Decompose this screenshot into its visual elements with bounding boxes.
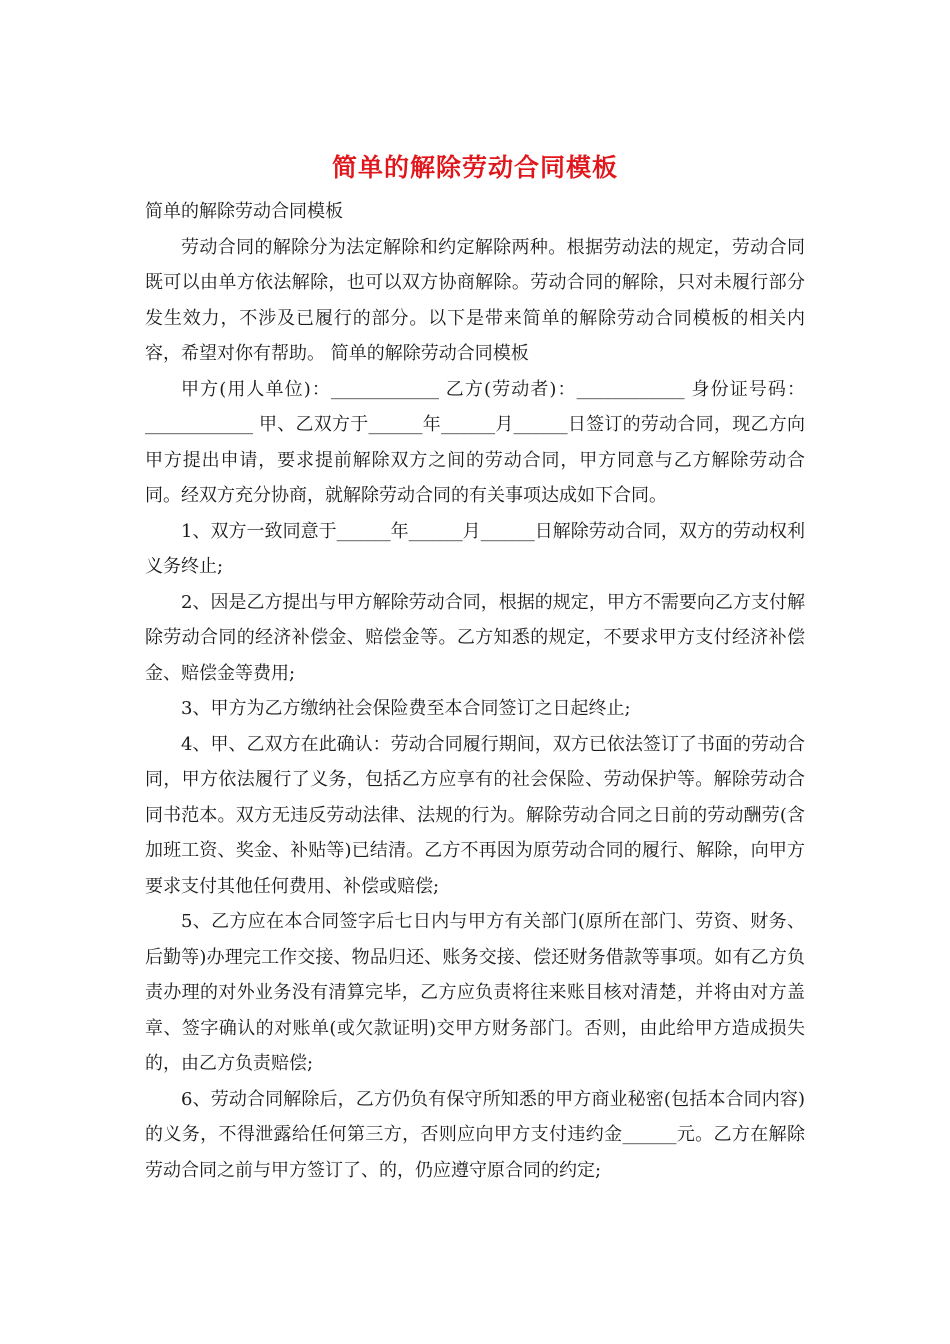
paragraph-clause-3: 3、甲方为乙方缴纳社会保险费至本合同签订之日起终止; xyxy=(181,698,631,719)
paragraph-clause-2: 2、因是乙方提出与甲方解除劳动合同，根据的规定，甲方不需要向乙方支付解除劳动合同的经济补偿金、赔偿金等。乙方知悉的规定，不要求甲方支付经济补偿金、赔偿金等费用; xyxy=(145,591,805,684)
document-title: 简单的解除劳动合同模板 xyxy=(331,153,618,182)
paragraph-clause-4: 4、甲、乙双方在此确认：劳动合同履行期间，双方已依法签订了书面的劳动合同，甲方依法履行了义务，包括乙方应享有的社会保险、劳动保护等。解除劳动合同书范本。双方无违反劳动法律、法规的行为。解除劳动合同之日前的劳动酬劳(含加班工资、奖金、补贴等)已结清。乙方不再因为原劳动合同的履行、解除，向甲方要求支付其他任何费用、补偿或赔偿; xyxy=(145,733,805,897)
paragraph-parties: 甲方(用人单位)：____________ 乙方(劳动者)：____________ 身份证号码：____________ 甲、乙双方于______年______月______日签订的劳动合同，现乙方向甲方提出申请，要求提前解除双方之间的劳动合同，甲方同意与乙方解除劳动合同。经双方充分协商，就解除劳动合同的有关事项达成如下合同。 xyxy=(145,378,805,506)
paragraph-clause-5: 5、乙方应在本合同签字后七日内与甲方有关部门(原所在部门、劳资、财务、后勤等)办理完工作交接、物品归还、账务交接、偿还财务借款等事项。如有乙方负责办理的对外业务没有清算完毕，乙方应负责将往来账目核对清楚，并将由对方盖章、签字确认的对账单(或欠款证明)交甲方财务部门。否则，由此给甲方造成损失的，由乙方负责赔偿; xyxy=(145,911,805,1074)
document-body xyxy=(145,194,805,1188)
document-subtitle: 简单的解除劳动合同模板 xyxy=(145,201,343,222)
paragraph-clause-1: 1、双方一致同意于______年______月______日解除劳动合同，双方的劳动权利义务终止; xyxy=(145,520,805,577)
paragraph-clause-6: 6、劳动合同解除后，乙方仍负有保守所知悉的甲方商业秘密(包括本合同内容)的义务，不得泄露给任何第三方，否则应向甲方支付违约金______元。乙方在解除劳动合同之前与甲方签订了、的，仍应遵守原合同的约定; xyxy=(145,1088,805,1181)
paragraph-intro: 劳动合同的解除分为法定解除和约定解除两种。根据劳动法的规定，劳动合同既可以由单方依法解除，也可以双方协商解除。劳动合同的解除，只对未履行部分发生效力，不涉及已履行的部分。以下是带来简单的解除劳动合同模板的相关内容，希望对你有帮助。 简单的解除劳动合同模板 xyxy=(145,236,805,364)
